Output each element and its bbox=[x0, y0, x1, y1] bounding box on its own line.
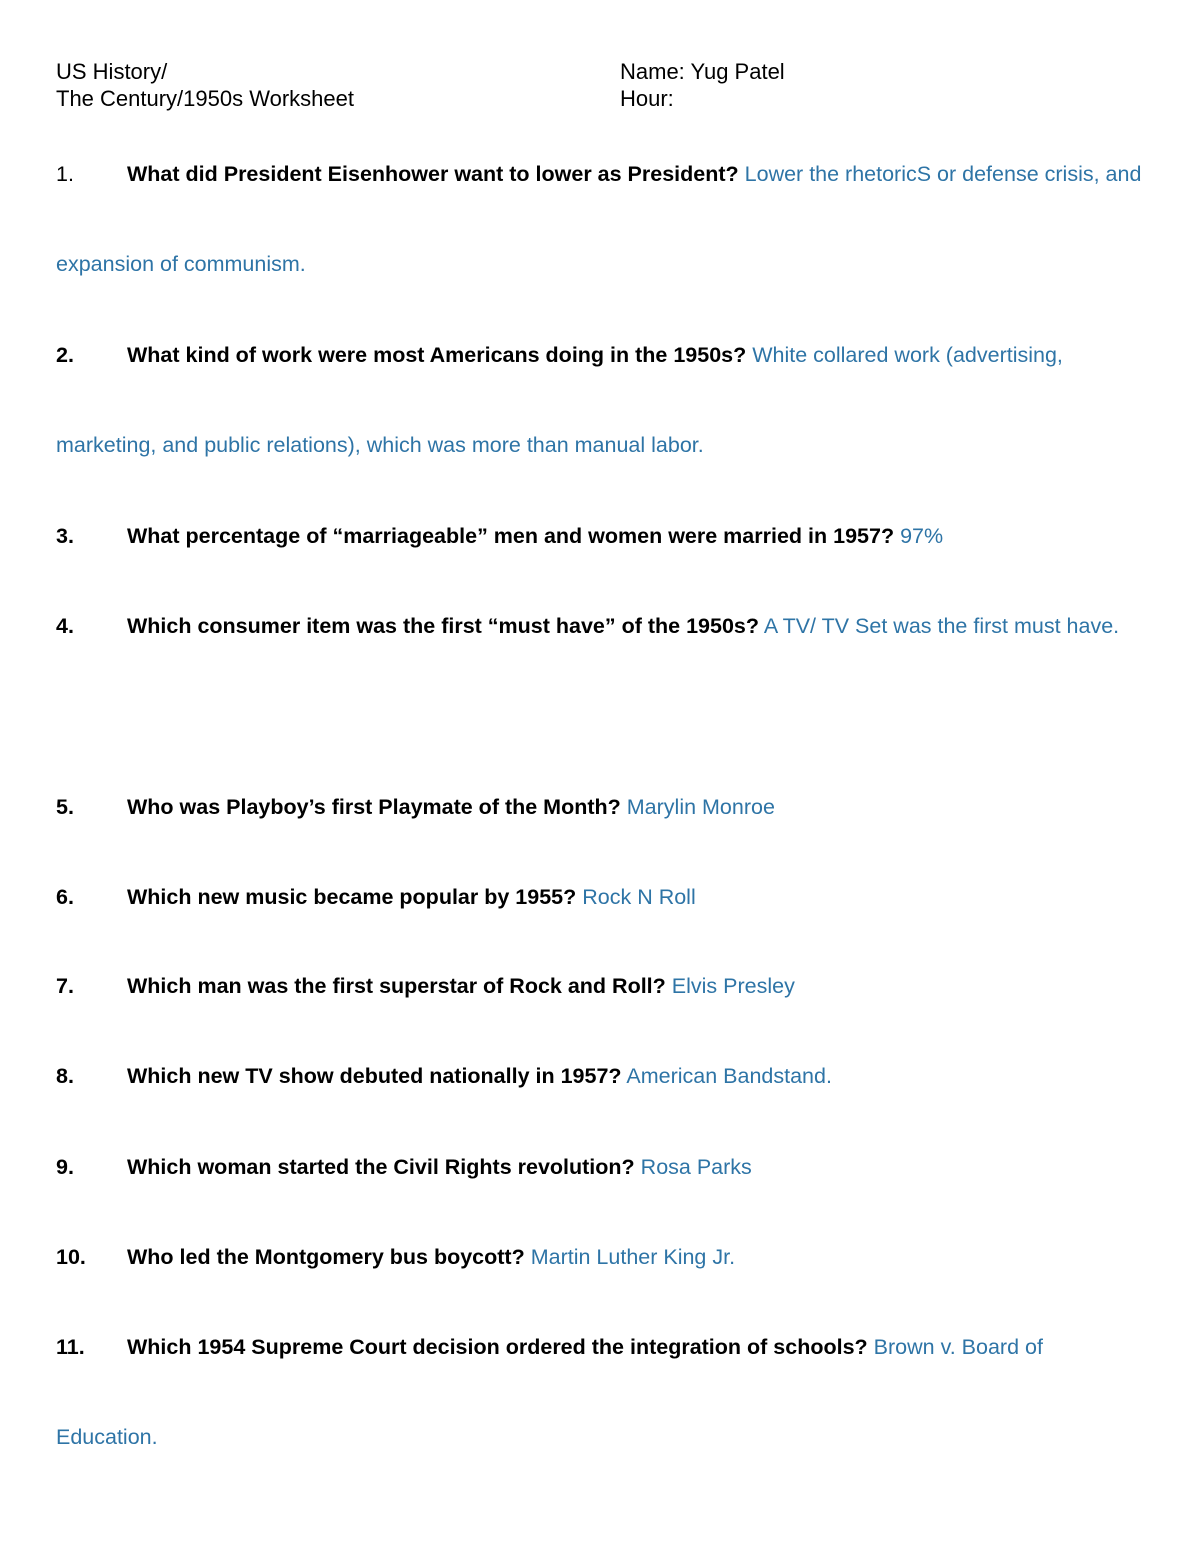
question-item-2 bbox=[56, 310, 1146, 490]
student-name: Name: Yug Patel bbox=[620, 59, 785, 84]
student-block bbox=[620, 58, 785, 112]
question-number: 1. bbox=[56, 162, 74, 186]
question-number: 11. bbox=[56, 1335, 85, 1359]
question-number: 8. bbox=[56, 1064, 74, 1088]
question-item-1 bbox=[56, 129, 1146, 309]
answer-text: Lower the rhetoricS or defense crisis, and expansion of communism. bbox=[56, 162, 1142, 276]
question-number: 6. bbox=[56, 885, 74, 909]
question-number: 4. bbox=[56, 614, 74, 638]
question-item-10 bbox=[56, 1212, 1146, 1302]
question-text: Which 1954 Supreme Court decision ordered the integration of schools? bbox=[127, 1335, 868, 1359]
question-number: 2. bbox=[56, 343, 74, 367]
question-text: Which man was the first superstar of Rock and Roll? bbox=[127, 974, 666, 998]
answer-text: Elvis Presley bbox=[671, 974, 795, 998]
question-item-4 bbox=[56, 581, 1146, 671]
question-number: 9. bbox=[56, 1155, 74, 1179]
question-text: Which new music became popular by 1955? bbox=[127, 885, 577, 909]
question-text: Which consumer item was the first “must have” of the 1950s? bbox=[127, 614, 760, 638]
question-number: 10. bbox=[56, 1245, 86, 1269]
answer-text: Brown v. Board of Education. bbox=[56, 1335, 1043, 1449]
question-text: Which woman started the Civil Rights revolution? bbox=[127, 1155, 635, 1179]
question-item-7 bbox=[56, 941, 1146, 1031]
answer-text: A TV/ TV Set was the first must have. bbox=[763, 614, 1120, 638]
answer-text: American Bandstand. bbox=[626, 1064, 832, 1088]
question-text: Who led the Montgomery bus boycott? bbox=[127, 1245, 525, 1269]
question-text: What percentage of “marriageable” men and women were married in 1957? bbox=[127, 524, 895, 548]
question-item-6 bbox=[56, 852, 1146, 942]
course-block bbox=[56, 58, 354, 112]
question-text: Which new TV show debuted nationally in 1957? bbox=[127, 1064, 622, 1088]
question-item-3 bbox=[56, 491, 1146, 581]
answer-text: Martin Luther King Jr. bbox=[530, 1245, 736, 1269]
question-text: What kind of work were most Americans doing in the 1950s? bbox=[127, 343, 747, 367]
question-number: 7. bbox=[56, 974, 74, 998]
question-item-8 bbox=[56, 1031, 1146, 1121]
question-text: What did President Eisenhower want to lower as President? bbox=[127, 162, 739, 186]
question-text: Who was Playboy’s first Playmate of the Month? bbox=[127, 795, 621, 819]
student-hour: Hour: bbox=[620, 86, 674, 111]
question-item-9 bbox=[56, 1122, 1146, 1212]
worksheet-title: The Century/1950s Worksheet bbox=[56, 86, 354, 111]
course-title: US History/ bbox=[56, 59, 168, 84]
question-item-11 bbox=[56, 1302, 1146, 1482]
answer-text: Rock N Roll bbox=[582, 885, 696, 909]
answer-text: Marylin Monroe bbox=[626, 795, 775, 819]
question-item-5 bbox=[56, 762, 1146, 852]
answer-text: 97% bbox=[900, 524, 944, 548]
question-number: 5. bbox=[56, 795, 74, 819]
answer-text: White collared work (advertising, marketing, and public relations), which was more than manual labor. bbox=[56, 343, 1063, 457]
question-number: 3. bbox=[56, 524, 74, 548]
answer-text: Rosa Parks bbox=[640, 1155, 752, 1179]
